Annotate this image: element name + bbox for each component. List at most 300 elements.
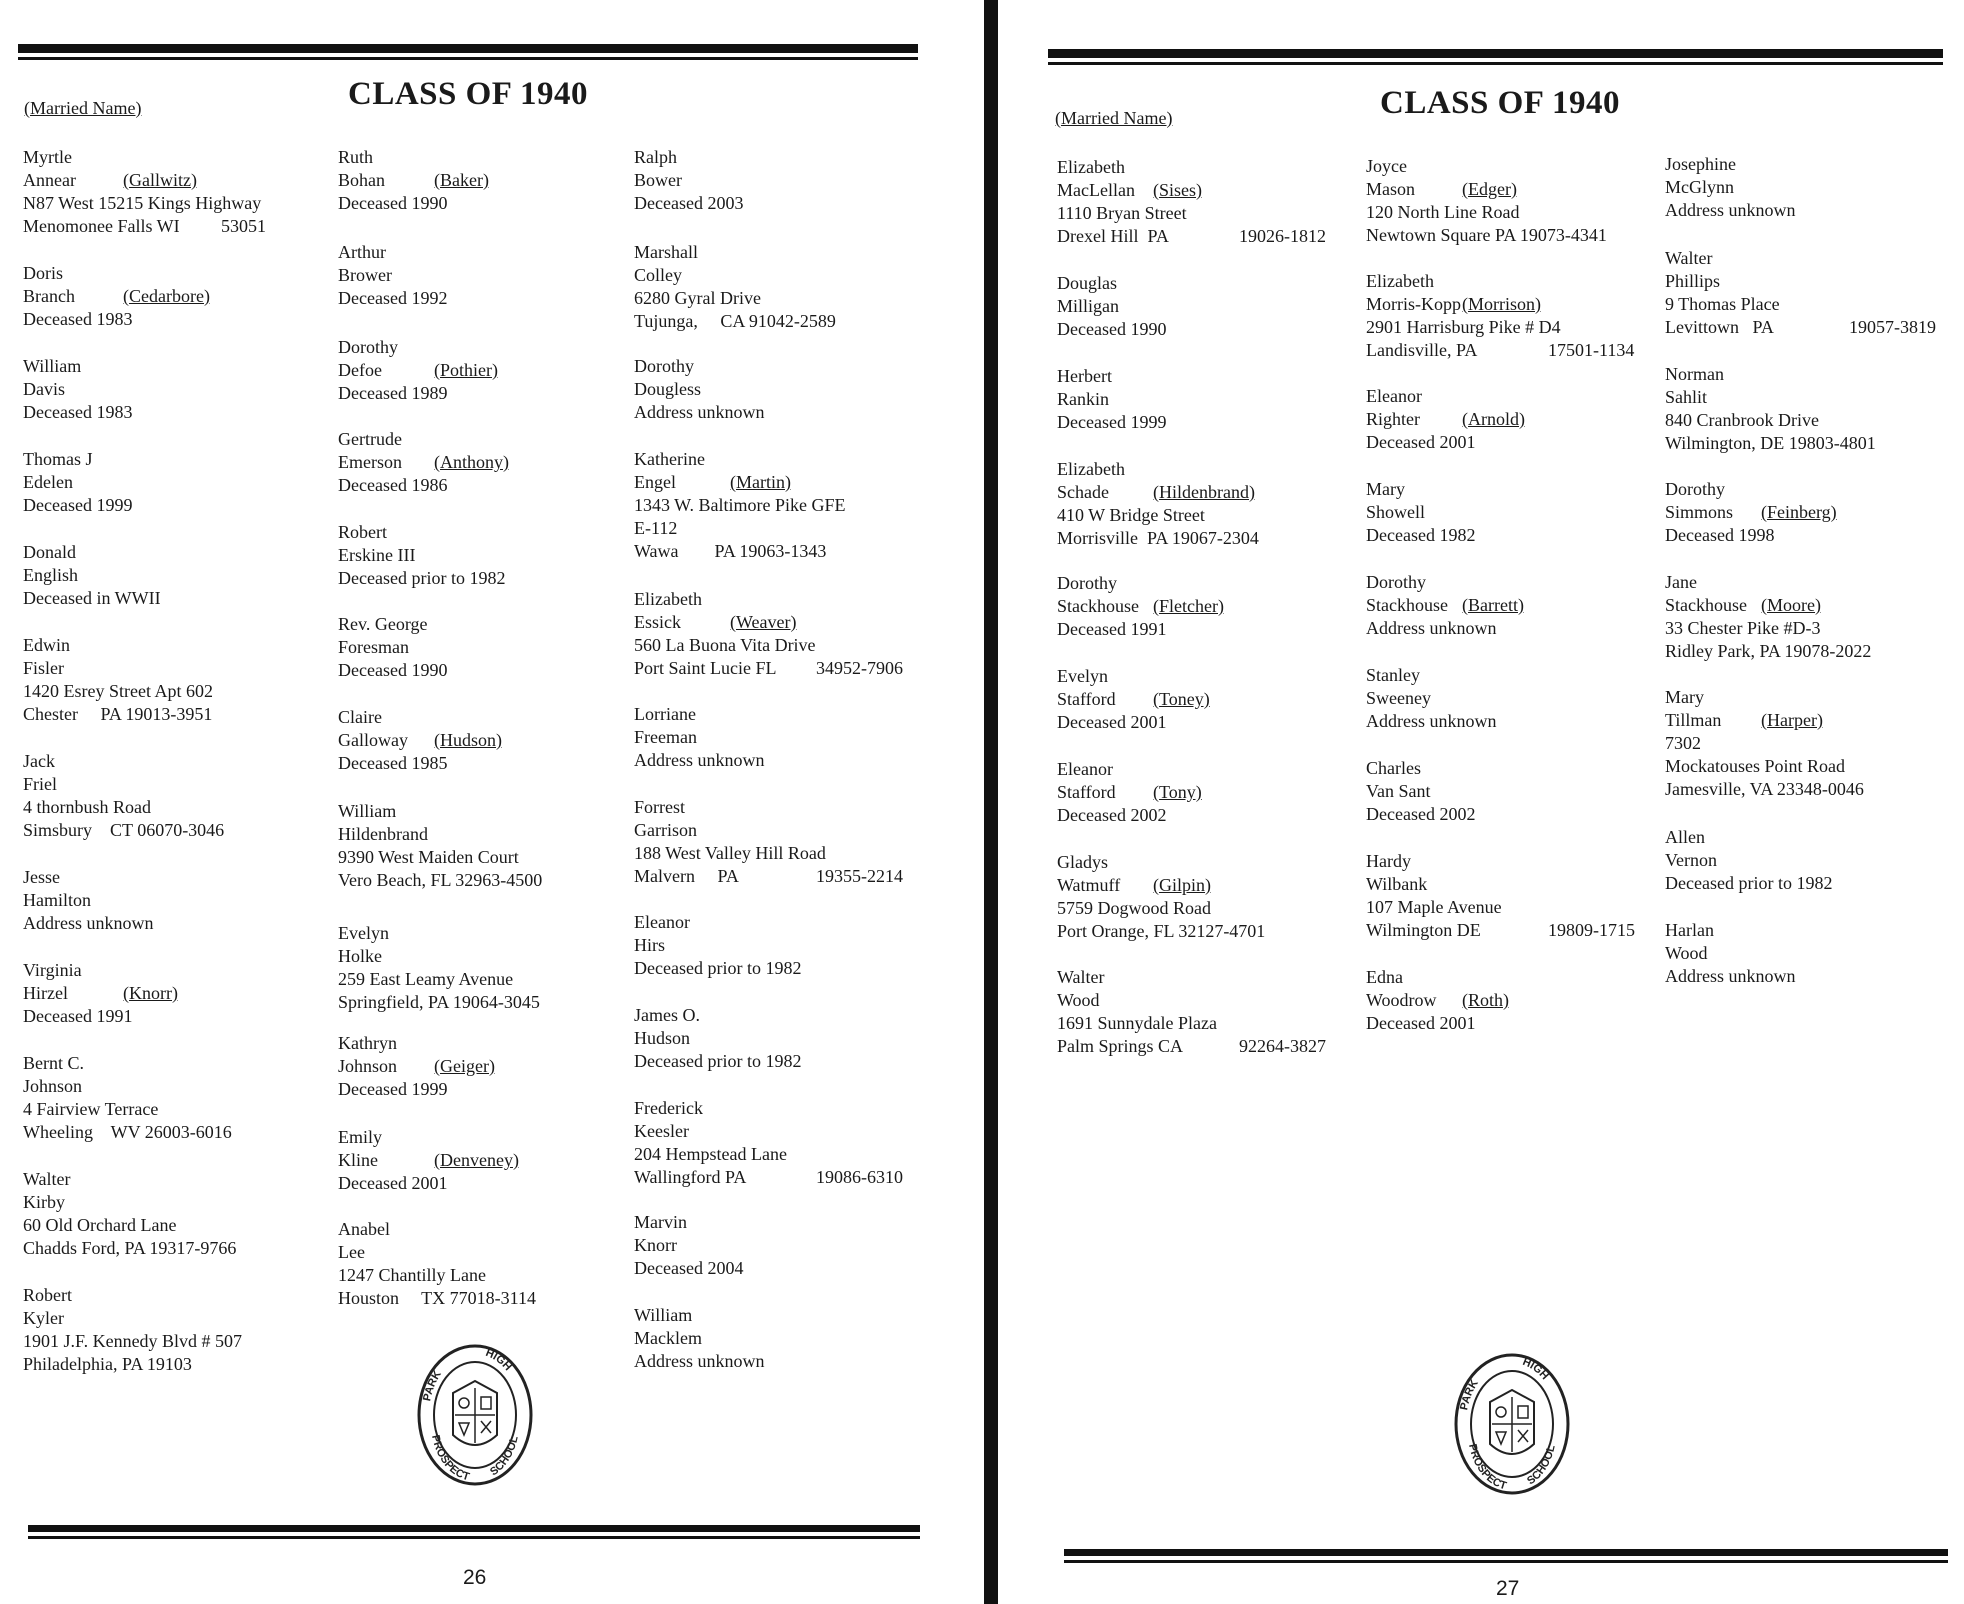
first-name: Harlan [1665, 920, 1714, 940]
classmate-entry [1665, 247, 1936, 339]
address-line: Address unknown [23, 913, 154, 933]
address-line: Address unknown [634, 750, 765, 770]
classmate-entry [634, 1004, 801, 1073]
address-line: Deceased 1982 [1366, 525, 1476, 545]
address-line: Chester PA 19013-3951 [23, 704, 213, 724]
first-name: Jane [1665, 572, 1697, 592]
last-name: Wood [1665, 943, 1708, 963]
classmate-entry [1057, 758, 1202, 827]
seal-text-school: SCHOOL [1525, 1443, 1558, 1488]
classmate-entry [23, 750, 224, 842]
address-line: Deceased 1991 [23, 1006, 133, 1026]
married-name: (Hudson) [434, 730, 502, 750]
classmate-entry [1366, 155, 1607, 247]
last-name: Sahlit [1665, 387, 1708, 407]
classmate-entry [338, 1218, 536, 1310]
first-name: Arthur [338, 242, 386, 262]
first-name: Eleanor [1057, 759, 1113, 779]
married-name: (Gallwitz) [123, 170, 197, 190]
address-line: Deceased 1983 [23, 402, 133, 422]
classmate-entry [23, 1052, 232, 1144]
first-name: Edna [1366, 967, 1403, 987]
address-line: Deceased 2002 [1366, 804, 1476, 824]
classmate-entry [338, 241, 447, 310]
first-name: Joyce [1366, 156, 1407, 176]
last-name: Watmuff [1057, 875, 1121, 895]
married-name: (Denveney) [434, 1150, 519, 1170]
address-line: Deceased 2002 [1057, 805, 1167, 825]
address-line: Wawa PA 19063-1343 [634, 541, 827, 561]
address-line: Landisville, PA [1366, 340, 1478, 360]
address-line: Address unknown [1665, 966, 1796, 986]
married-name: (Moore) [1761, 595, 1821, 615]
last-name: Colley [634, 265, 682, 285]
address-line: 120 North Line Road [1366, 202, 1520, 222]
first-name: Dorothy [1665, 479, 1725, 499]
address-line: Deceased 1992 [338, 288, 448, 308]
first-name: Ralph [634, 147, 677, 167]
classmate-entry [1057, 156, 1326, 248]
married-name: (Knorr) [123, 983, 178, 1003]
last-name: Bohan [338, 170, 385, 190]
last-name: Simmons [1665, 502, 1734, 522]
classmate-entry [1057, 272, 1166, 341]
last-name: Garrison [634, 820, 697, 840]
classmate-entry [634, 146, 743, 215]
first-name: Allen [1665, 827, 1705, 847]
first-name: Norman [1665, 364, 1724, 384]
last-name: Fisler [23, 658, 65, 678]
last-name: Kirby [23, 1192, 65, 1212]
married-name: (Geiger) [434, 1056, 495, 1076]
first-name: Eleanor [634, 912, 690, 932]
classmate-entry [338, 922, 540, 1014]
address-line: Address unknown [634, 1351, 765, 1371]
last-name: Vernon [1665, 850, 1717, 870]
zip-code: 34952-7906 [816, 658, 903, 678]
address-line: Deceased 2001 [1366, 1013, 1476, 1033]
last-name: MacLellan [1057, 180, 1135, 200]
address-line: 840 Cranbrook Drive [1665, 410, 1819, 430]
first-name: Gertrude [338, 429, 402, 449]
address-line: Houston TX 77018-3114 [338, 1288, 536, 1308]
classmate-entry [338, 146, 489, 215]
classmate-entry [1665, 919, 1796, 988]
married-name-label: (Married Name) [24, 98, 142, 118]
first-name: Walter [23, 1169, 71, 1189]
classmate-entry [338, 521, 505, 590]
married-name: (Fletcher) [1153, 596, 1224, 616]
classmate-entry [1366, 757, 1475, 826]
last-name: Kyler [23, 1308, 64, 1328]
seal-text-park: PARK [1458, 1377, 1481, 1412]
address-line: Deceased prior to 1982 [338, 568, 506, 588]
address-line: 4 thornbush Road [23, 797, 151, 817]
married-name: (Martin) [730, 472, 791, 492]
top-rule [1048, 49, 1943, 65]
address-line: 1343 W. Baltimore Pike GFE [634, 495, 846, 515]
address-line: Port Saint Lucie FL [634, 658, 777, 678]
classmate-entry [338, 428, 509, 497]
classmate-entry [1665, 686, 1864, 801]
zip-code: 19026-1812 [1239, 226, 1326, 246]
address-line: Address unknown [1665, 200, 1796, 220]
married-name: (Weaver) [730, 612, 797, 632]
classmate-entry [1366, 850, 1635, 942]
classmate-entry [634, 796, 903, 888]
address-line: Wilmington, DE 19803-4801 [1665, 433, 1876, 453]
first-name: William [634, 1305, 693, 1325]
seal-text-prospect: PROSPECT [1466, 1442, 1508, 1493]
last-name: Davis [23, 379, 65, 399]
address-line: 6280 Gyral Drive [634, 288, 761, 308]
seal-text-school: SCHOOL [488, 1434, 521, 1479]
last-name: Engel [634, 472, 676, 492]
first-name: Walter [1665, 248, 1713, 268]
address-line: Deceased 1990 [338, 660, 448, 680]
first-name: Charles [1366, 758, 1421, 778]
address-line: Morrisville PA 19067-2304 [1057, 528, 1259, 548]
first-name: Dorothy [1366, 572, 1426, 592]
last-name: Stackhouse [1366, 595, 1448, 615]
school-seal-icon [1452, 1352, 1572, 1497]
last-name: Milligan [1057, 296, 1119, 316]
seal-text-high: HIGH [483, 1346, 514, 1374]
address-line: 1691 Sunnydale Plaza [1057, 1013, 1217, 1033]
first-name: Stanley [1366, 665, 1420, 685]
address-line: Deceased 2003 [634, 193, 744, 213]
first-name: Doris [23, 263, 63, 283]
classmate-entry [1057, 665, 1210, 734]
last-name: Defoe [338, 360, 382, 380]
seal-text-high: HIGH [1520, 1355, 1551, 1383]
classmate-entry [1366, 571, 1524, 640]
first-name: Kathryn [338, 1033, 397, 1053]
zip-code: 53051 [221, 216, 266, 236]
last-name: Wood [1057, 990, 1100, 1010]
last-name: Annear [23, 170, 76, 190]
last-name: Emerson [338, 452, 402, 472]
last-name: English [23, 565, 79, 585]
classmate-entry [1366, 664, 1497, 733]
address-line: 1110 Bryan Street [1057, 203, 1187, 223]
address-line: Deceased prior to 1982 [634, 958, 802, 978]
last-name: Edelen [23, 472, 73, 492]
classmate-entry [634, 911, 801, 980]
address-line: 2901 Harrisburg Pike # D4 [1366, 317, 1561, 337]
address-line: Deceased prior to 1982 [1665, 873, 1833, 893]
married-name: (Edger) [1462, 179, 1517, 199]
bottom-rule [1064, 1549, 1948, 1563]
first-name: Mary [1665, 687, 1704, 707]
last-name: Johnson [23, 1076, 83, 1096]
svg-text:SCHOOL [1525, 1444, 1558, 1488]
first-name: Herbert [1057, 366, 1112, 386]
first-name: Elizabeth [634, 589, 702, 609]
address-line: Springfield, PA 19064-3045 [338, 992, 540, 1012]
address-line: 560 La Buona Vita Drive [634, 635, 816, 655]
last-name: Hudson [634, 1028, 691, 1048]
classmate-entry [1665, 363, 1876, 455]
classmate-entry [23, 448, 132, 517]
classmate-entry [1366, 966, 1509, 1035]
last-name: Rankin [1057, 389, 1109, 409]
address-line: Palm Springs CA [1057, 1036, 1184, 1056]
address-line: 1247 Chantilly Lane [338, 1265, 486, 1285]
address-line: Deceased 2001 [1057, 712, 1167, 732]
bottom-rule [28, 1525, 920, 1539]
address-line: 188 West Valley Hill Road [634, 843, 826, 863]
last-name: Bower [634, 170, 682, 190]
top-rule [18, 44, 918, 60]
first-name: Marvin [634, 1212, 687, 1232]
page-number: 26 [463, 1566, 487, 1589]
first-name: Donald [23, 542, 76, 562]
address-line: 107 Maple Avenue [1366, 897, 1502, 917]
classmate-entry [338, 1126, 519, 1195]
address-line: Simsbury CT 06070-3046 [23, 820, 225, 840]
first-name: Edwin [23, 635, 70, 655]
address-line: Chadds Ford, PA 19317-9766 [23, 1238, 237, 1258]
address-line: Deceased 1991 [1057, 619, 1167, 639]
address-line: 4 Fairview Terrace [23, 1099, 159, 1119]
address-line: Jamesville, VA 23348-0046 [1665, 779, 1864, 799]
classmate-entry [23, 541, 161, 610]
address-line: Deceased 1999 [1057, 412, 1167, 432]
address-line: 1901 J.F. Kennedy Blvd # 507 [23, 1331, 243, 1351]
last-name: Brower [338, 265, 392, 285]
first-name: Jack [23, 751, 55, 771]
first-name: Gladys [1057, 852, 1108, 872]
page-title: CLASS OF 1940 [1380, 85, 1620, 121]
first-name: Hardy [1366, 851, 1411, 871]
address-line: 5759 Dogwood Road [1057, 898, 1211, 918]
married-name: (Anthony) [434, 452, 509, 472]
last-name: Hirs [634, 935, 665, 955]
book-gutter [984, 0, 998, 1604]
first-name: James O. [634, 1005, 700, 1025]
address-line: 60 Old Orchard Lane [23, 1215, 177, 1235]
married-name-label: (Married Name) [1055, 108, 1173, 128]
last-name: Wilbank [1366, 874, 1428, 894]
address-line: N87 West 15215 Kings Highway [23, 193, 262, 213]
first-name: Walter [1057, 967, 1105, 987]
address-line: 259 East Leamy Avenue [338, 969, 514, 989]
first-name: Bernt C. [23, 1053, 84, 1073]
zip-code: 92264-3827 [1239, 1036, 1326, 1056]
classmate-entry [1057, 365, 1166, 434]
classmate-entry [23, 959, 178, 1028]
last-name: Freeman [634, 727, 697, 747]
last-name: Phillips [1665, 271, 1721, 291]
married-name: (Gilpin) [1153, 875, 1211, 895]
first-name: Rev. George [338, 614, 428, 634]
last-name: Sweeney [1366, 688, 1431, 708]
last-name: Erskine III [338, 545, 416, 565]
address-line: 1420 Esrey Street Apt 602 [23, 681, 213, 701]
classmate-entry [1057, 851, 1265, 943]
first-name: Robert [338, 522, 387, 542]
address-line: Address unknown [1366, 618, 1497, 638]
address-line: Address unknown [634, 402, 765, 422]
address-line: Malvern PA [634, 866, 739, 886]
first-name: William [338, 801, 397, 821]
last-name: Hildenbrand [338, 824, 428, 844]
address-line: Deceased 1990 [338, 193, 448, 213]
first-name: Katherine [634, 449, 705, 469]
classmate-entry [338, 1032, 495, 1101]
last-name: Tillman [1665, 710, 1722, 730]
married-name: (Harper) [1761, 710, 1823, 730]
married-name: (Tony) [1153, 782, 1202, 802]
classmate-entry [634, 241, 836, 333]
last-name: Friel [23, 774, 57, 794]
first-name: Emily [338, 1127, 382, 1147]
married-name: (Morrison) [1462, 294, 1541, 314]
first-name: Robert [23, 1285, 72, 1305]
address-line: Levittown PA [1665, 317, 1774, 337]
seal-text-park: PARK [421, 1368, 444, 1403]
zip-code: 19809-1715 [1548, 920, 1635, 940]
first-name: Josephine [1665, 154, 1736, 174]
address-line: Wheeling WV 26003-6016 [23, 1122, 232, 1142]
first-name: Dorothy [634, 356, 694, 376]
last-name: Hamilton [23, 890, 91, 910]
last-name: Kline [338, 1150, 378, 1170]
address-line: Deceased 1999 [338, 1079, 448, 1099]
first-name: Myrtle [23, 147, 72, 167]
first-name: Frederick [634, 1098, 703, 1118]
last-name: Stackhouse [1057, 596, 1139, 616]
classmate-entry [634, 1211, 743, 1280]
last-name: Righter [1366, 409, 1420, 429]
school-seal-icon [415, 1343, 535, 1488]
first-name: Mary [1366, 479, 1405, 499]
classmate-entry [1057, 458, 1259, 550]
page-27 [1000, 0, 1964, 1604]
first-name: Anabel [338, 1219, 390, 1239]
address-line: 9390 West Maiden Court [338, 847, 519, 867]
classmate-entry [634, 1097, 903, 1189]
first-name: William [23, 356, 82, 376]
first-name: Douglas [1057, 273, 1117, 293]
classmate-entry [634, 1304, 765, 1373]
classmate-entry [1366, 270, 1635, 362]
married-name: (Roth) [1462, 990, 1509, 1010]
address-line: Deceased 1983 [23, 309, 133, 329]
last-name: Hirzel [23, 983, 68, 1003]
address-line: 33 Chester Pike #D-3 [1665, 618, 1821, 638]
classmate-entry [23, 1284, 242, 1376]
classmate-entry [1665, 826, 1832, 895]
last-name: Knorr [634, 1235, 677, 1255]
last-name: Schade [1057, 482, 1109, 502]
classmate-entry [338, 800, 542, 892]
svg-text:SCHOOL [488, 1435, 521, 1479]
last-name: Van Sant [1366, 781, 1431, 801]
first-name: Evelyn [338, 923, 389, 943]
address-line: Deceased 1998 [1665, 525, 1775, 545]
classmate-entry [1057, 966, 1326, 1058]
zip-code: 17501-1134 [1548, 340, 1635, 360]
first-name: Lorriane [634, 704, 696, 724]
zip-code: 19057-3819 [1849, 317, 1936, 337]
first-name: Dorothy [1057, 573, 1117, 593]
address-line: Deceased 2001 [338, 1173, 448, 1193]
classmate-entry [1665, 571, 1871, 663]
address-line: Port Orange, FL 32127-4701 [1057, 921, 1266, 941]
address-line: Mockatouses Point Road [1665, 756, 1845, 776]
last-name: Galloway [338, 730, 408, 750]
last-name: Stafford [1057, 782, 1116, 802]
first-name: Jesse [23, 867, 60, 887]
first-name: Elizabeth [1057, 157, 1125, 177]
classmate-entry [1057, 572, 1224, 641]
zip-code: 19086-6310 [816, 1167, 903, 1187]
last-name: Macklem [634, 1328, 702, 1348]
address-line: Deceased 2001 [1366, 432, 1476, 452]
classmate-entry [634, 355, 765, 424]
address-line: Philadelphia, PA 19103 [23, 1354, 192, 1374]
address-line: E-112 [634, 518, 678, 538]
address-line: 204 Hempstead Lane [634, 1144, 787, 1164]
last-name: Dougless [634, 379, 701, 399]
classmate-entry [1366, 478, 1475, 547]
last-name: Holke [338, 946, 382, 966]
last-name: Essick [634, 612, 681, 632]
address-line: 410 W Bridge Street [1057, 505, 1205, 525]
last-name: Lee [338, 1242, 365, 1262]
address-line: Deceased prior to 1982 [634, 1051, 802, 1071]
last-name: Woodrow [1366, 990, 1437, 1010]
address-line: Deceased in WWII [23, 588, 161, 608]
classmate-entry [338, 613, 447, 682]
classmate-entry [23, 146, 266, 238]
page-title: CLASS OF 1940 [348, 76, 588, 112]
address-line: Newtown Square PA 19073-4341 [1366, 225, 1607, 245]
first-name: Elizabeth [1366, 271, 1434, 291]
married-name: (Cedarbore) [123, 286, 210, 306]
classmate-entry [634, 448, 846, 563]
last-name: Branch [23, 286, 75, 306]
address-line: Ridley Park, PA 19078-2022 [1665, 641, 1872, 661]
first-name: Eleanor [1366, 386, 1422, 406]
first-name: Ruth [338, 147, 374, 167]
address-line: Deceased 1989 [338, 383, 448, 403]
classmate-entry [23, 262, 210, 331]
married-name: (Baker) [434, 170, 489, 190]
classmate-entry [634, 703, 765, 772]
first-name: Forrest [634, 797, 685, 817]
first-name: Claire [338, 707, 382, 727]
married-name: (Arnold) [1462, 409, 1525, 429]
last-name: Keesler [634, 1121, 689, 1141]
seal-text-prospect: PROSPECT [429, 1433, 471, 1484]
address-line: Drexel Hill PA [1057, 226, 1169, 246]
address-line: Deceased 2004 [634, 1258, 744, 1278]
classmate-entry [23, 355, 132, 424]
classmate-entry [338, 336, 498, 405]
married-name: (Barrett) [1462, 595, 1524, 615]
classmate-entry [23, 1168, 236, 1260]
classmate-entry [1665, 153, 1796, 222]
address-line: Deceased 1985 [338, 753, 448, 773]
address-line: Deceased 1999 [23, 495, 133, 515]
address-line: Deceased 1986 [338, 475, 448, 495]
classmate-entry [23, 866, 154, 935]
first-name: Evelyn [1057, 666, 1108, 686]
classmate-entry [23, 634, 213, 726]
